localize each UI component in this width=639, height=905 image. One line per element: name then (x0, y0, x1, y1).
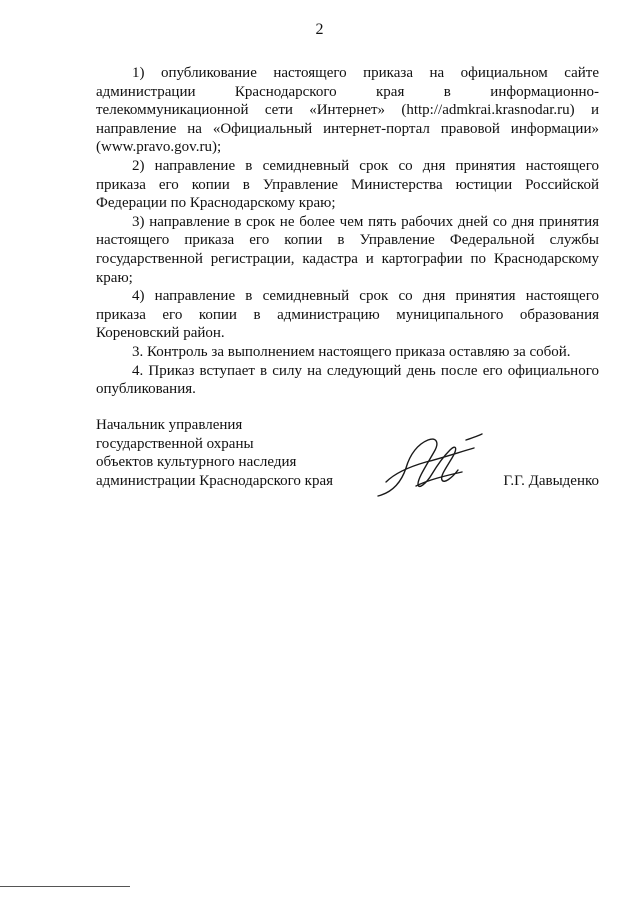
handwritten-signature (366, 422, 486, 502)
paragraph-ministry-justice: 2) направление в семидневный срок со дня принятия настоящего приказа его копии в Управление Министерства юстиции Российской Федерации по Краснодарскому краю; (96, 157, 599, 212)
signature-stroke-tail (416, 472, 462, 486)
paragraph-korenovsky-district: 4) направление в семидневный срок со дня принятия настоящего приказа его копии в администрацию муниципального образования Кореновский район. (96, 288, 599, 342)
footer-divider (0, 886, 130, 887)
signer-position-line: администрации Краснодарского края (96, 472, 334, 489)
paragraph-control: 3. Контроль за выполнением настоящего приказа оставляю за собой. (132, 343, 571, 360)
page-number: 2 (315, 21, 324, 38)
signer-position-line: государственной охраны (96, 435, 254, 452)
signer-name: Г.Г. Давыденко (503, 472, 599, 489)
order-body (96, 64, 599, 399)
paragraph-entry-into-force: 4. Приказ вступает в силу на следующий день после его официального опубликования. (96, 362, 599, 398)
signature-stroke-main (378, 439, 458, 496)
signature-block (96, 416, 599, 496)
signature-stroke-flourish (466, 434, 482, 440)
signer-position (96, 416, 356, 490)
signer-position-line: Начальник управления (96, 417, 243, 433)
paragraph-registration-service: 3) направление в срок не более чем пять рабочих дней со дня принятия настоящего приказа его копии в Управление Федеральной службы государственной регистрации, кадастра и картографии по Краснодарскому краю; (96, 213, 599, 286)
paragraph-publication: 1) опубликование настоящего приказа на официальном сайте администрации Краснодарского края в информационно-телекоммуникационной сети «Интернет» (http://admkrai.krasnodar.ru) и направление на «Официальный интернет-портал правовой информации» (www.pravo.gov.ru); (96, 65, 599, 156)
signer-position-line: объектов культурного наследия (96, 454, 297, 471)
